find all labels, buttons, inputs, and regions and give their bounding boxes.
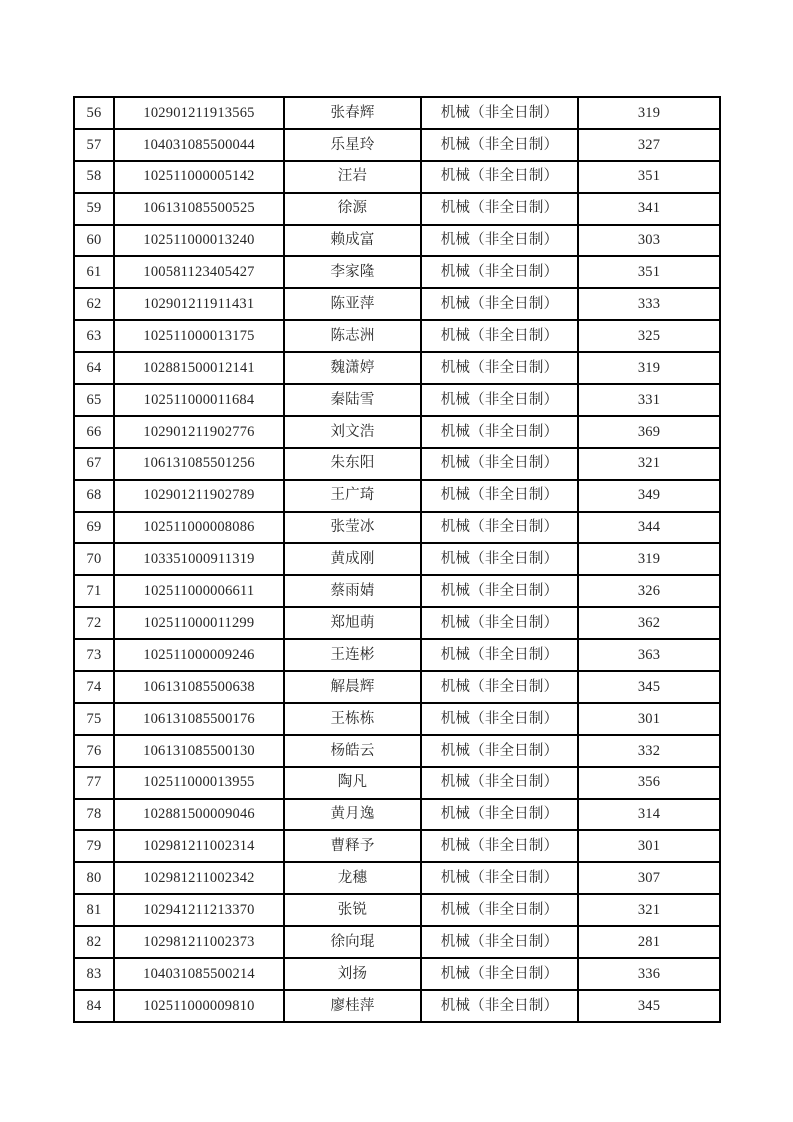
cell-score: 319 xyxy=(578,543,720,575)
cell-index: 79 xyxy=(74,830,114,862)
table-row xyxy=(74,256,720,288)
table-row xyxy=(74,990,720,1022)
cell-name: 乐星玲 xyxy=(284,129,421,161)
cell-candidate-id: 106131085500176 xyxy=(114,703,284,735)
cell-score: 356 xyxy=(578,767,720,799)
cell-candidate-id: 100581123405427 xyxy=(114,256,284,288)
cell-program: 机械（非全日制） xyxy=(421,894,578,926)
cell-name: 徐向琨 xyxy=(284,926,421,958)
cell-score: 344 xyxy=(578,512,720,544)
cell-program: 机械（非全日制） xyxy=(421,97,578,129)
cell-index: 73 xyxy=(74,639,114,671)
cell-index: 78 xyxy=(74,799,114,831)
cell-index: 66 xyxy=(74,416,114,448)
cell-candidate-id: 106131085501256 xyxy=(114,448,284,480)
cell-program: 机械（非全日制） xyxy=(421,384,578,416)
cell-index: 75 xyxy=(74,703,114,735)
cell-index: 69 xyxy=(74,512,114,544)
cell-program: 机械（非全日制） xyxy=(421,320,578,352)
cell-name: 陈亚萍 xyxy=(284,288,421,320)
cell-score: 333 xyxy=(578,288,720,320)
table-row xyxy=(74,926,720,958)
cell-program: 机械（非全日制） xyxy=(421,448,578,480)
cell-program: 机械（非全日制） xyxy=(421,543,578,575)
cell-name: 刘扬 xyxy=(284,958,421,990)
cell-score: 351 xyxy=(578,161,720,193)
cell-program: 机械（非全日制） xyxy=(421,639,578,671)
cell-index: 77 xyxy=(74,767,114,799)
cell-score: 341 xyxy=(578,193,720,225)
table-row xyxy=(74,862,720,894)
cell-index: 72 xyxy=(74,607,114,639)
cell-index: 83 xyxy=(74,958,114,990)
table-row xyxy=(74,225,720,257)
cell-index: 62 xyxy=(74,288,114,320)
cell-index: 61 xyxy=(74,256,114,288)
cell-index: 56 xyxy=(74,97,114,129)
cell-index: 82 xyxy=(74,926,114,958)
cell-candidate-id: 102941211213370 xyxy=(114,894,284,926)
table-row xyxy=(74,448,720,480)
cell-index: 63 xyxy=(74,320,114,352)
cell-score: 319 xyxy=(578,97,720,129)
cell-name: 王广琦 xyxy=(284,480,421,512)
cell-program: 机械（非全日制） xyxy=(421,607,578,639)
cell-program: 机械（非全日制） xyxy=(421,288,578,320)
cell-index: 71 xyxy=(74,575,114,607)
table-row xyxy=(74,416,720,448)
cell-candidate-id: 102901211902789 xyxy=(114,480,284,512)
cell-candidate-id: 106131085500638 xyxy=(114,671,284,703)
cell-name: 魏潇婷 xyxy=(284,352,421,384)
table-row xyxy=(74,639,720,671)
cell-name: 李家隆 xyxy=(284,256,421,288)
cell-program: 机械（非全日制） xyxy=(421,735,578,767)
cell-candidate-id: 102881500012141 xyxy=(114,352,284,384)
cell-name: 汪岩 xyxy=(284,161,421,193)
cell-name: 张春辉 xyxy=(284,97,421,129)
cell-score: 327 xyxy=(578,129,720,161)
table-row xyxy=(74,830,720,862)
cell-score: 336 xyxy=(578,958,720,990)
cell-program: 机械（非全日制） xyxy=(421,799,578,831)
cell-program: 机械（非全日制） xyxy=(421,193,578,225)
cell-candidate-id: 102511000009810 xyxy=(114,990,284,1022)
table-row xyxy=(74,512,720,544)
table-row xyxy=(74,575,720,607)
cell-index: 84 xyxy=(74,990,114,1022)
cell-program: 机械（非全日制） xyxy=(421,671,578,703)
table-row xyxy=(74,671,720,703)
cell-index: 70 xyxy=(74,543,114,575)
cell-score: 369 xyxy=(578,416,720,448)
cell-index: 57 xyxy=(74,129,114,161)
table-row xyxy=(74,161,720,193)
cell-program: 机械（非全日制） xyxy=(421,352,578,384)
cell-score: 351 xyxy=(578,256,720,288)
cell-program: 机械（非全日制） xyxy=(421,416,578,448)
cell-index: 65 xyxy=(74,384,114,416)
cell-candidate-id: 102981211002342 xyxy=(114,862,284,894)
table-row xyxy=(74,193,720,225)
cell-candidate-id: 106131085500130 xyxy=(114,735,284,767)
cell-name: 曹释予 xyxy=(284,830,421,862)
cell-candidate-id: 102901211913565 xyxy=(114,97,284,129)
table-row xyxy=(74,958,720,990)
cell-index: 59 xyxy=(74,193,114,225)
table-row xyxy=(74,703,720,735)
cell-name: 赖成富 xyxy=(284,225,421,257)
cell-candidate-id: 104031085500214 xyxy=(114,958,284,990)
cell-index: 81 xyxy=(74,894,114,926)
cell-score: 301 xyxy=(578,830,720,862)
cell-score: 349 xyxy=(578,480,720,512)
cell-score: 319 xyxy=(578,352,720,384)
cell-score: 301 xyxy=(578,703,720,735)
cell-name: 秦陆雪 xyxy=(284,384,421,416)
cell-candidate-id: 102901211911431 xyxy=(114,288,284,320)
cell-candidate-id: 102511000013175 xyxy=(114,320,284,352)
cell-name: 龙穗 xyxy=(284,862,421,894)
cell-program: 机械（非全日制） xyxy=(421,575,578,607)
cell-name: 蔡雨婧 xyxy=(284,575,421,607)
table-row xyxy=(74,543,720,575)
cell-index: 74 xyxy=(74,671,114,703)
cell-program: 机械（非全日制） xyxy=(421,225,578,257)
cell-candidate-id: 102901211902776 xyxy=(114,416,284,448)
table-row xyxy=(74,288,720,320)
cell-program: 机械（非全日制） xyxy=(421,862,578,894)
cell-name: 解晨辉 xyxy=(284,671,421,703)
cell-candidate-id: 102981211002373 xyxy=(114,926,284,958)
table-row xyxy=(74,735,720,767)
cell-program: 机械（非全日制） xyxy=(421,990,578,1022)
cell-score: 314 xyxy=(578,799,720,831)
cell-candidate-id: 102511000013240 xyxy=(114,225,284,257)
cell-program: 机械（非全日制） xyxy=(421,512,578,544)
cell-name: 刘文浩 xyxy=(284,416,421,448)
cell-name: 黄月逸 xyxy=(284,799,421,831)
cell-program: 机械（非全日制） xyxy=(421,958,578,990)
cell-candidate-id: 102511000005142 xyxy=(114,161,284,193)
cell-candidate-id: 106131085500525 xyxy=(114,193,284,225)
cell-score: 331 xyxy=(578,384,720,416)
cell-program: 机械（非全日制） xyxy=(421,161,578,193)
table-row xyxy=(74,129,720,161)
cell-name: 杨皓云 xyxy=(284,735,421,767)
cell-index: 76 xyxy=(74,735,114,767)
cell-program: 机械（非全日制） xyxy=(421,703,578,735)
cell-name: 张锐 xyxy=(284,894,421,926)
cell-index: 60 xyxy=(74,225,114,257)
table-row xyxy=(74,607,720,639)
cell-candidate-id: 102511000011684 xyxy=(114,384,284,416)
cell-score: 303 xyxy=(578,225,720,257)
cell-program: 机械（非全日制） xyxy=(421,480,578,512)
cell-score: 307 xyxy=(578,862,720,894)
cell-index: 64 xyxy=(74,352,114,384)
cell-index: 68 xyxy=(74,480,114,512)
score-table-body xyxy=(74,97,720,1022)
cell-candidate-id: 102511000011299 xyxy=(114,607,284,639)
table-row xyxy=(74,480,720,512)
cell-candidate-id: 102511000006611 xyxy=(114,575,284,607)
table-row xyxy=(74,894,720,926)
cell-score: 325 xyxy=(578,320,720,352)
cell-score: 321 xyxy=(578,448,720,480)
cell-index: 67 xyxy=(74,448,114,480)
cell-score: 345 xyxy=(578,671,720,703)
cell-name: 陶凡 xyxy=(284,767,421,799)
cell-score: 362 xyxy=(578,607,720,639)
table-row xyxy=(74,799,720,831)
cell-candidate-id: 102511000013955 xyxy=(114,767,284,799)
cell-score: 281 xyxy=(578,926,720,958)
cell-score: 326 xyxy=(578,575,720,607)
table-row xyxy=(74,320,720,352)
cell-name: 黄成刚 xyxy=(284,543,421,575)
cell-candidate-id: 104031085500044 xyxy=(114,129,284,161)
cell-score: 332 xyxy=(578,735,720,767)
cell-name: 王栋栋 xyxy=(284,703,421,735)
cell-candidate-id: 102981211002314 xyxy=(114,830,284,862)
table-row xyxy=(74,384,720,416)
table-row xyxy=(74,97,720,129)
cell-program: 机械（非全日制） xyxy=(421,767,578,799)
cell-name: 朱东阳 xyxy=(284,448,421,480)
cell-candidate-id: 102511000009246 xyxy=(114,639,284,671)
cell-program: 机械（非全日制） xyxy=(421,129,578,161)
cell-name: 王连彬 xyxy=(284,639,421,671)
score-table xyxy=(73,96,721,1023)
table-row xyxy=(74,767,720,799)
cell-candidate-id: 103351000911319 xyxy=(114,543,284,575)
cell-candidate-id: 102881500009046 xyxy=(114,799,284,831)
cell-score: 345 xyxy=(578,990,720,1022)
cell-name: 张莹冰 xyxy=(284,512,421,544)
cell-program: 机械（非全日制） xyxy=(421,256,578,288)
table-row xyxy=(74,352,720,384)
cell-score: 363 xyxy=(578,639,720,671)
cell-candidate-id: 102511000008086 xyxy=(114,512,284,544)
cell-program: 机械（非全日制） xyxy=(421,830,578,862)
cell-index: 80 xyxy=(74,862,114,894)
cell-name: 郑旭萌 xyxy=(284,607,421,639)
cell-program: 机械（非全日制） xyxy=(421,926,578,958)
cell-name: 徐源 xyxy=(284,193,421,225)
cell-score: 321 xyxy=(578,894,720,926)
cell-name: 陈志洲 xyxy=(284,320,421,352)
cell-index: 58 xyxy=(74,161,114,193)
cell-name: 廖桂萍 xyxy=(284,990,421,1022)
